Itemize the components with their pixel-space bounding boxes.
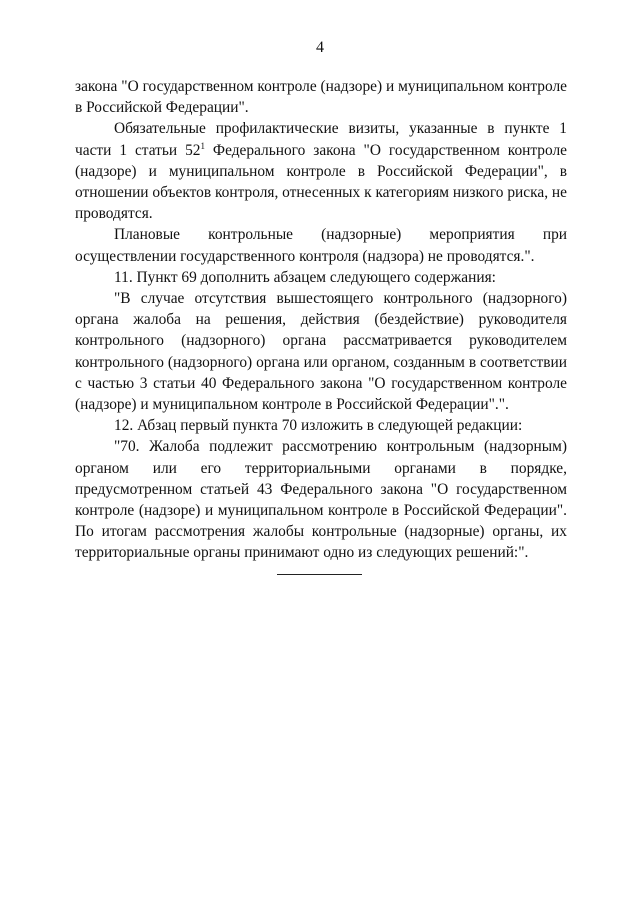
article-superscript: 1 (200, 140, 205, 151)
document-body (75, 76, 567, 564)
paragraph-item-11-content: "В случае отсутствия вышестоящего контрольного (надзорного) органа жалоба на решения, действия (бездействие) руководителя контрольного (надзорного) органа рассматривается руководителем контрольного (надзорного) органа или органом, созданным в соответствии с частью 3 статьи 40 Федерального закона "О государственном контроле (надзоре) и муниципальном контроле в Российской Федерации".". (75, 290, 567, 414)
paragraph-item-12-content: "70. Жалоба подлежит рассмотрению контрольным (надзорным) органом или его территориальными органами в порядке, предусмотренном статьей 43 Федерального закона "О государственном контроле (надзоре) и муниципальном контроле в Российской Федерации". По итогам рассмотрения жалобы контрольные (надзорные) органы, их территориальные органы принимают одно из следующих решений:". (75, 438, 567, 562)
end-divider-line (277, 574, 362, 575)
paragraph-law-title-continuation: закона "О государственном контроле (надзоре) и муниципальном контроле в Российской Федерации". (75, 78, 567, 117)
paragraph-planned-events: Плановые контрольные (надзорные) мероприятия при осуществлении государственного контроля (надзора) не проводятся.". (75, 226, 567, 265)
paragraph-item-12-heading: 12. Абзац первый пункта 70 изложить в следующей редакции: (114, 417, 523, 435)
paragraph-item-11-heading: 11. Пункт 69 дополнить абзацем следующего содержания: (114, 268, 496, 286)
paragraph-preventive-visits (75, 118, 567, 224)
paragraph-preventive-visits-text-before: Обязательные профилактические визиты, указанные в пункте 1 части 1 статьи 52 (75, 120, 567, 159)
paragraph-preventive-visits-text-after: Федерального закона "О государственном контроле (надзоре) и муниципальном контроле в Российской Федерации", в отношении объектов контроля, отнесенных к категориям низкого риска, не проводятся. (75, 141, 567, 223)
page-number: 4 (316, 39, 324, 56)
